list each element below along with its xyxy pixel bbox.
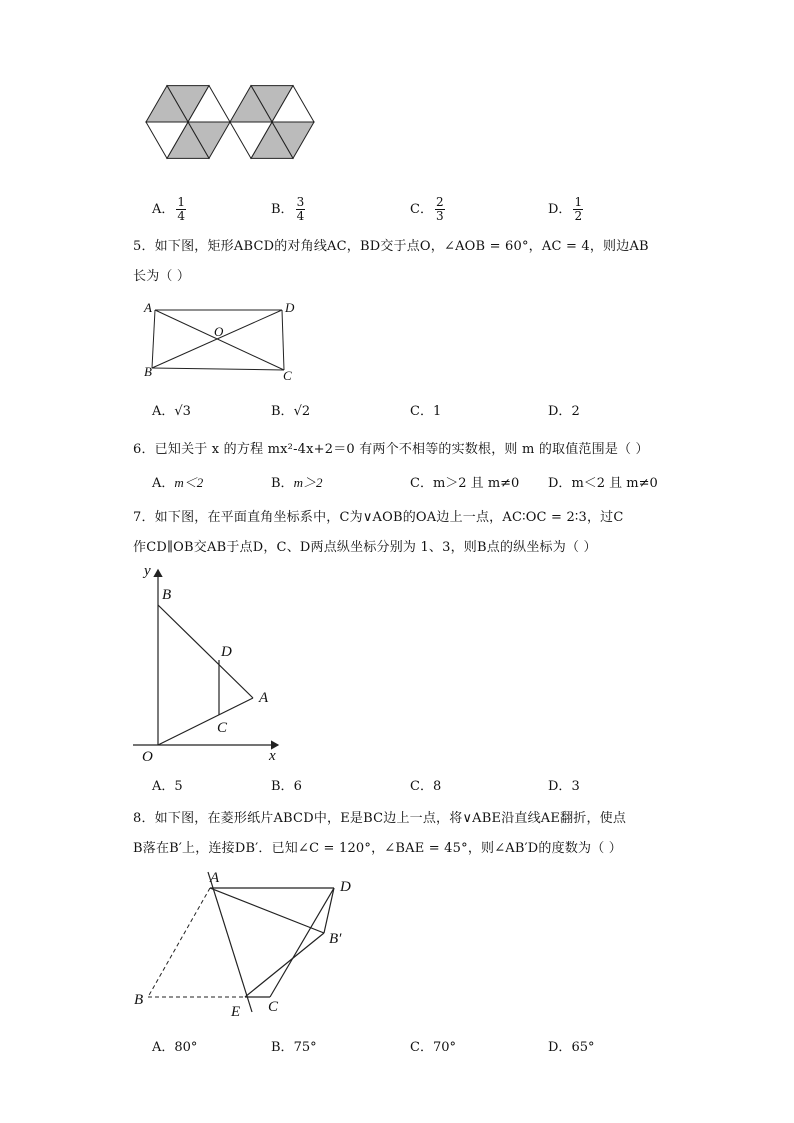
coordinate-figure bbox=[128, 560, 288, 765]
label-a: A bbox=[210, 870, 220, 886]
label-b: B bbox=[134, 992, 144, 1008]
q6-option-a[interactable]: A．m＜2 bbox=[152, 475, 204, 491]
label-c: C bbox=[283, 368, 292, 383]
q6-option-d[interactable]: D．m＜2 且 m≠0 bbox=[548, 476, 658, 491]
q7-option-c[interactable]: C．8 bbox=[410, 779, 442, 794]
q4-option-b[interactable]: B． $\frac{3}{4}$ bbox=[271, 195, 305, 223]
label-b: B bbox=[162, 587, 172, 603]
q7-option-d[interactable]: D．3 bbox=[548, 779, 580, 794]
label-a: A bbox=[144, 300, 152, 315]
q5-option-b[interactable]: B．√2 bbox=[271, 404, 311, 419]
label-d: D bbox=[221, 644, 232, 660]
label-d: D bbox=[340, 879, 351, 895]
q4-option-d[interactable]: D． $\frac{1}{2}$ bbox=[548, 195, 583, 223]
label-b: B bbox=[144, 364, 152, 379]
label-e: E bbox=[231, 1004, 241, 1020]
q5-stem-line2: 长为（ ） bbox=[133, 269, 191, 284]
label-d: D bbox=[285, 300, 295, 315]
q6-option-b[interactable]: B．m＞2 bbox=[271, 475, 323, 491]
q8-option-b[interactable]: B．75° bbox=[271, 1040, 317, 1055]
label-c: C bbox=[268, 999, 279, 1015]
q7-stem-line1: 7．如下图，在平面直角坐标系中，C为∨AOB的OA边上一点，AC∶OC = 2∶3，过C bbox=[133, 510, 624, 525]
q8-option-c[interactable]: C．70° bbox=[410, 1040, 456, 1055]
q5-option-c[interactable]: C．1 bbox=[410, 404, 442, 419]
q4-option-c[interactable]: C． $\frac{2}{3}$ bbox=[410, 195, 444, 223]
label-b-prime: B′ bbox=[329, 931, 342, 947]
label-a: A bbox=[259, 690, 269, 706]
rectangle-figure bbox=[138, 296, 298, 384]
label-x: x bbox=[269, 748, 276, 764]
rhombus-figure bbox=[128, 866, 363, 1026]
q7-stem-line2: 作CD∥OB交AB于点D，C、D两点纵坐标分别为 1、3，则B点的纵坐标为（ ） bbox=[133, 540, 597, 555]
q4-option-a[interactable]: A． $\frac{1}{4}$ bbox=[152, 195, 186, 223]
hexagon-figure bbox=[140, 70, 320, 175]
label-y: y bbox=[144, 563, 151, 579]
label-c: C bbox=[217, 720, 228, 736]
q5-option-a[interactable]: A．√3 bbox=[152, 404, 191, 419]
q7-option-a[interactable]: A．5 bbox=[152, 779, 183, 794]
label-o: O bbox=[214, 324, 224, 339]
q8-option-d[interactable]: D．65° bbox=[548, 1040, 595, 1055]
q8-stem-line1: 8．如下图，在菱形纸片ABCD中，E是BC边上一点，将∨ABE沿直线AE翻折，使点 bbox=[133, 811, 627, 826]
q5-option-d[interactable]: D．2 bbox=[548, 404, 580, 419]
q7-option-b[interactable]: B．6 bbox=[271, 779, 302, 794]
q8-option-a[interactable]: A．80° bbox=[152, 1040, 198, 1055]
label-o: O bbox=[142, 749, 153, 765]
q6-option-c[interactable]: C．m＞2 且 m≠0 bbox=[410, 476, 520, 491]
q6-stem-line1: 6．已知关于 x 的方程 mx²-4x+2＝0 有两个不相等的实数根，则 m 的取值范围是（ ） bbox=[133, 442, 649, 457]
q5-stem-line1: 5．如下图，矩形ABCD的对角线AC，BD交于点O，∠AOB = 60°，AC = 4，则边AB bbox=[133, 239, 649, 254]
q8-stem-line2: B落在B′上，连接DB′．已知∠C = 120°，∠BAE = 45°，则∠AB′D的度数为（ ） bbox=[133, 841, 622, 856]
